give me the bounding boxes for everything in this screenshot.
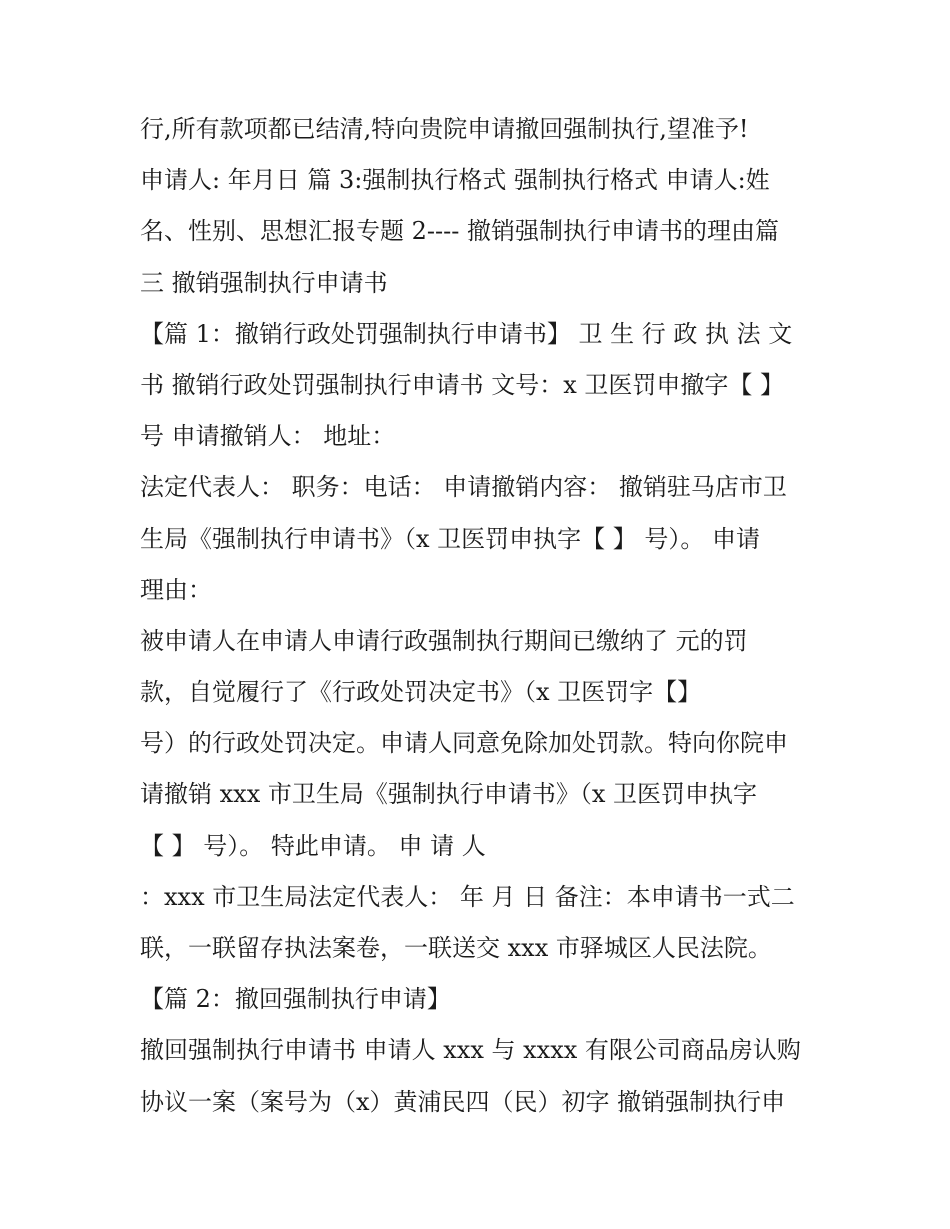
text-line: 请撤销 xxx 市卫生局《强制执行申请书》（x 卫医罚申执字 <box>140 780 758 809</box>
text-line: 联，一联留存执法案卷，一联送交 xxx 市驿城区人民法院。 <box>140 934 772 962</box>
text-line: 协议一案（案号为（x）黄浦民四（民）初字 撤销强制执行申 <box>140 1087 786 1116</box>
text-line: 三 撤销强制执行申请书 <box>140 268 388 297</box>
text-line: 行,所有款项都已结清,特向贵院申请撤回强制执行,望准予! <box>140 115 749 143</box>
text-line: 号）的行政处罚决定。申请人同意免除加处罚款。特向你院申 <box>140 729 788 758</box>
text-line: 名、性别、思想汇报专题 2---- 撤销强制执行申请书的理由篇 <box>140 217 779 246</box>
section-heading-line: 【篇 1：撤销行政处罚强制执行申请书】 卫 生 行 政 执 法 文 <box>140 319 793 348</box>
text-line: 申请人: 年月日 篇 3:强制执行格式 强制执行格式 申请人:姓 <box>140 166 770 195</box>
text-line: 款，自觉履行了《行政处罚决定书》（x 卫医罚字【】 <box>140 678 702 707</box>
text-line: 被申请人在申请人申请行政强制执行期间已缴纳了 元的罚 <box>140 626 748 655</box>
text-line: 生局《强制执行申请书》（x 卫医罚申执字【 】 号）。 申请 <box>140 524 761 553</box>
text-line: 理由： <box>140 575 212 604</box>
section-heading-line: 【篇 2：撤回强制执行申请】 <box>140 985 451 1014</box>
text-line: 法定代表人： 职务：电话： 申请撤销内容： 撤销驻马店市卫 <box>140 473 787 502</box>
text-line: 号 申请撤销人： 地址： <box>140 422 396 451</box>
text-line: 【 】 号）。 特此申请。 申 请 人 <box>140 831 486 860</box>
document-body <box>140 104 820 1128</box>
text-line: 书 撤销行政处罚强制执行申请书 文号：x 卫医罚申撤字【 】 <box>140 370 785 399</box>
text-line: 撤回强制执行申请书 申请人 xxx 与 xxxx 有限公司商品房认购 <box>140 1036 801 1065</box>
text-line: ：xxx 市卫生局法定代表人： 年 月 日 备注：本申请书一式二 <box>140 882 795 911</box>
